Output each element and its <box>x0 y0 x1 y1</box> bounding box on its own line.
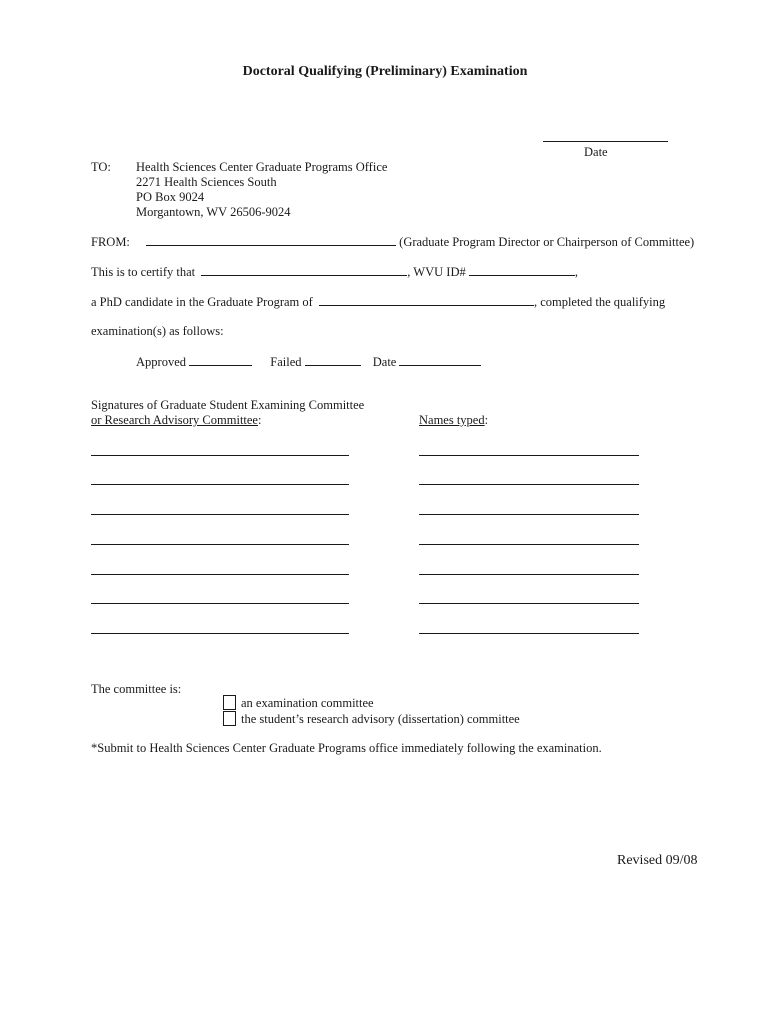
signatures-heading-line1: Signatures of Graduate Student Examining Committee <box>91 398 365 412</box>
committee-option-exam <box>223 695 374 711</box>
name-line-7[interactable] <box>419 633 639 634</box>
names-typed-heading <box>419 413 488 428</box>
date-line[interactable] <box>543 141 668 142</box>
from-field[interactable] <box>146 234 396 246</box>
to-address-line-1: Health Sciences Center Graduate Programs Office <box>136 160 388 174</box>
wvu-id-label: , WVU ID# <box>407 265 466 279</box>
signature-line-2[interactable] <box>91 484 349 485</box>
signature-line-6[interactable] <box>91 603 349 604</box>
name-line-4[interactable] <box>419 544 639 545</box>
date-label: Date <box>584 145 608 159</box>
committee-label: The committee is: <box>91 682 182 696</box>
certify-prefix: This is to certify that <box>91 265 196 279</box>
from-row <box>91 234 694 250</box>
student-name-field[interactable] <box>201 264 407 276</box>
revised-date: Revised 09/08 <box>617 853 698 868</box>
signatures-colon: : <box>257 413 262 427</box>
names-typed-colon: : <box>484 413 489 427</box>
signature-line-4[interactable] <box>91 544 349 545</box>
failed-label: Failed <box>270 355 302 369</box>
results-date-field[interactable] <box>399 354 481 366</box>
signatures-heading-line2 <box>91 413 261 428</box>
name-line-1[interactable] <box>419 455 639 456</box>
from-label: FROM: <box>91 235 130 249</box>
wvu-id-field[interactable] <box>469 264 575 276</box>
advisory-committee-label: the student’s research advisory (dissertation) committee <box>241 712 520 726</box>
name-line-6[interactable] <box>419 603 639 604</box>
signatures-heading-underlined: or Research Advisory Committee <box>91 413 258 427</box>
approved-field[interactable] <box>189 354 252 366</box>
signature-line-7[interactable] <box>91 633 349 634</box>
name-line-5[interactable] <box>419 574 639 575</box>
results-row <box>136 354 481 370</box>
exams-label: examination(s) as follows: <box>91 324 224 338</box>
form-title: Doctoral Qualifying (Preliminary) Examination <box>242 64 528 79</box>
name-line-2[interactable] <box>419 484 639 485</box>
certify-end: , <box>574 265 578 279</box>
failed-field[interactable] <box>305 354 361 366</box>
approved-label: Approved <box>136 355 186 369</box>
program-prefix: a PhD candidate in the Graduate Program of <box>91 295 313 309</box>
signature-line-5[interactable] <box>91 574 349 575</box>
to-address-line-2: 2271 Health Sciences South <box>136 175 277 189</box>
from-suffix: (Graduate Program Director or Chairperson of Committee) <box>399 235 695 249</box>
certify-row <box>91 264 578 280</box>
advisory-committee-checkbox[interactable] <box>223 711 236 726</box>
signature-line-3[interactable] <box>91 514 349 515</box>
to-address-line-3: PO Box 9024 <box>136 190 205 204</box>
program-field[interactable] <box>319 294 534 306</box>
name-line-3[interactable] <box>419 514 639 515</box>
to-address-line-4: Morgantown, WV 26506-9024 <box>136 205 291 219</box>
committee-option-advisory <box>223 711 520 727</box>
results-date-label: Date <box>372 355 397 369</box>
program-suffix: , completed the qualifying <box>533 295 666 309</box>
exam-committee-label: an examination committee <box>241 696 374 710</box>
to-label: TO: <box>91 160 111 174</box>
submit-note: *Submit to Health Sciences Center Graduate Programs office immediately following the examination. <box>91 741 602 755</box>
exam-committee-checkbox[interactable] <box>223 695 236 710</box>
program-row <box>91 294 665 310</box>
names-typed-label: Names typed <box>419 413 485 427</box>
signature-line-1[interactable] <box>91 455 349 456</box>
